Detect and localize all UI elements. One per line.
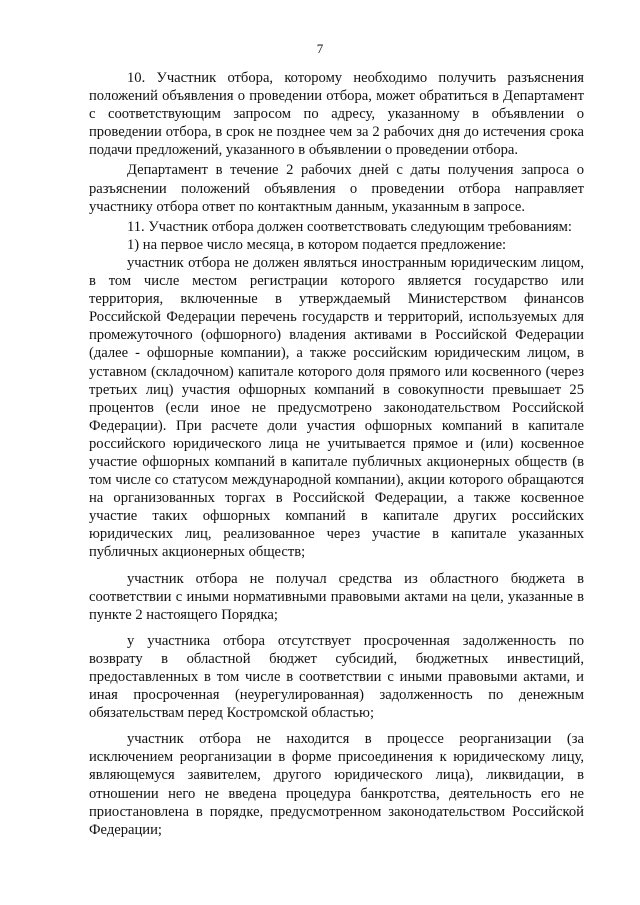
page-number: 7 [316,41,324,56]
paragraph-offshore-requirement: участник отбора не должен являться иностранным юридическим лицом, в том числе местом регистрации которого является государство или территория, включенные в утверждаемый Министерством финансов Российской Федерации перечень государств и территорий, используемых для промежуточного (офшорного) владения активами в Российской Федерации (далее - офшорные компании), а также российским юридическим лицом, в уставном (складочном) капитале которого доля прямого или косвенного (через третьих лиц) участия офшорных компаний в совокупности превышает 25 процентов (если иное не предусмотрено законодательством Российской Федерации). При расчете доли участия офшорных компаний в капитале российского юридического лица не учитывается прямое и (или) косвенное участие офшорных компаний в капитале публичных акционерных обществ (в том числе со статусом международной компании), акции которого обращаются на организованных торгах в Российской Федерации, а также косвенное участие таких офшорных компаний в капитале других российских юридических лиц, реализованное через участие в капитале указанных публичных акционерных обществ; [89,254,584,561]
paragraph-department-response: Департамент в течение 2 рабочих дней с даты получения запроса о разъяснении положений объявления о проведении отбора направляет участнику отбора ответ по контактным данным, указанным в запросе. [89,162,584,215]
paragraph-requirements-heading: 11. Участник отбора должен соответствовать следующим требованиям: [127,218,572,235]
paragraph-first-day-of-month: 1) на первое число месяца, в котором подается предложение: [127,236,507,253]
paragraph-no-regional-funds: участник отбора не получал средства из областного бюджета в соответствии с иными нормативными правовыми актами на цели, указанные в пункте 2 настоящего Порядка; [89,570,584,623]
paragraph-clarification-request: 10. Участник отбора, которому необходимо получить разъяснения положений объявления о проведении отбора, может обратиться в Департамент с соответствующим запросом по адресу, указанному в объявлении о проведении отбора, в срок не позднее чем за 2 рабочих дня до истечения срока подачи предложений, указанного в объявлении о проведении отбора. [89,70,584,159]
document-body [89,69,584,839]
paragraph-no-reorganization: участник отбора не находится в процессе реорганизации (за исключением реорганизации в форме присоединения к юридическому лицу, являющемуся заявителем, другого юридического лица), ликвидации, в отношении него не введена процедура банкротства, деятельность его не приостановлена в порядке, предусмотренном законодательством Российской Федерации; [89,731,584,838]
paragraph-no-overdue-debt: у участника отбора отсутствует просроченная задолженность по возврату в областной бюджет субсидий, бюджетных инвестиций, предоставленных в том числе в соответствии с иными правовыми актами, и иная просроченная (неурегулированная) задолженность по денежным обязательствам перед Костромской областью; [89,632,584,722]
